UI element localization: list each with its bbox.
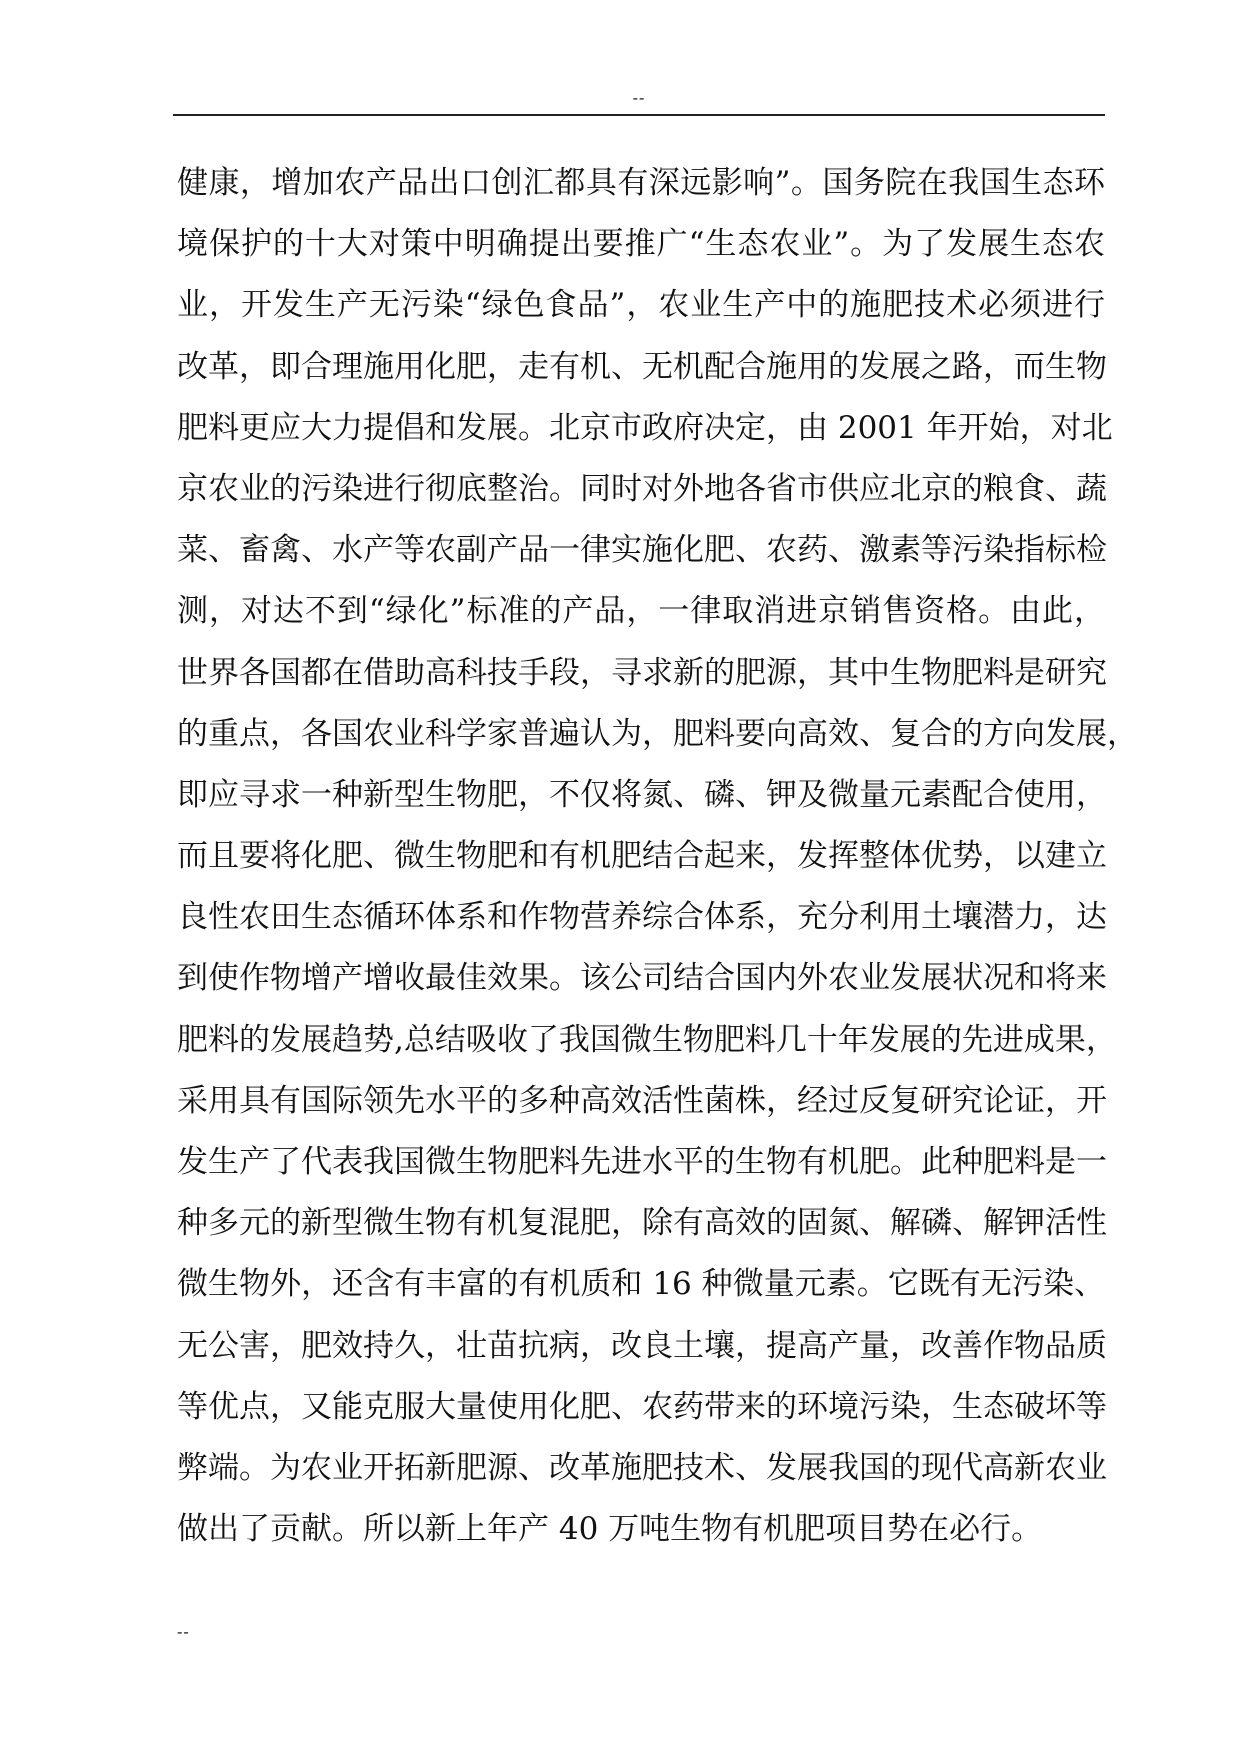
text-line: 弊端。为农业开拓新肥源、改革施肥技术、发展我国的现代高新农业 (177, 1449, 1107, 1486)
text-line: 发生产了代表我国微生物肥料先进水平的生物有机肥。此种肥料是一 (177, 1144, 1107, 1180)
text-line: 微生物外，还含有丰富的有机质和 16 种微量元素。它既有无污染、 (177, 1266, 1105, 1303)
page-footer (177, 1622, 190, 1642)
text-line: 即应寻求一种新型生物肥，不仅将氮、磷、钾及微量元素配合使用， (177, 776, 1107, 813)
text-line: 测，对达不到“绿化”标准的产品，一律取消进京销售资格。由此， (177, 593, 1105, 630)
text-line: 世界各国都在借助高科技手段，寻求新的肥源，其中生物肥料是研究 (177, 654, 1107, 691)
text-line: 做出了贡献。所以新上年产 40 万吨生物有机肥项目势在必行。 (177, 1511, 1043, 1548)
text-line: 肥料更应大力提倡和发展。北京市政府决定，由 2001 年开始，对北 (177, 409, 1113, 446)
text-line: 采用具有国际领先水平的多种高效活性菌株，经过反复研究论证，开 (177, 1082, 1107, 1119)
text-line: 改革，即合理施用化肥，走有机、无机配合施用的发展之路，而生物 (177, 348, 1107, 385)
text-line: 良性农田生态循环体系和作物营养综合体系，充分利用土壤潜力，达 (177, 899, 1107, 936)
text-line: 业，开发生产无污染“绿色食品”，农业生产中的施肥技术必须进行 (177, 287, 1105, 324)
body-text (177, 153, 1138, 1560)
text-line: 无公害，肥效持久，壮苗抗病，改良土壤，提高产量，改善作物品质 (177, 1327, 1107, 1364)
text-line: 健康，增加农产品出口创汇都具有深远影响”。国务院在我国生态环 (177, 165, 1105, 201)
text-line: 菜、畜禽、水产等农副产品一律实施化肥、农药、激素等污染指标检 (177, 532, 1107, 569)
text-line: 到使作物增产增收最佳效果。该公司结合国内外农业发展状况和将来 (177, 960, 1107, 997)
header-mark: -- (632, 88, 646, 107)
page-header (173, 84, 1105, 116)
text-line: 境保护的十大对策中明确提出要推广“生态农业”。为了发展生态农 (177, 226, 1105, 263)
text-line: 种多元的新型微生物有机复混肥，除有高效的固氮、解磷、解钾活性 (177, 1205, 1107, 1242)
text-line: 的重点，各国农业科学家普遍认为，肥料要向高效、复合的方向发展， (177, 715, 1138, 752)
text-line: 等优点，又能克服大量使用化肥、农药带来的环境污染，生态破坏等 (177, 1388, 1107, 1425)
text-line: 京农业的污染进行彻底整治。同时对外地各省市供应北京的粮食、蔬 (177, 470, 1107, 507)
text-line: 肥料的发展趋势,总结吸收了我国微生物肥料几十年发展的先进成果， (177, 1021, 1117, 1058)
footer-mark: -- (177, 1622, 190, 1641)
text-line: 而且要将化肥、微生物肥和有机肥结合起来，发挥整体优势，以建立 (177, 838, 1107, 875)
